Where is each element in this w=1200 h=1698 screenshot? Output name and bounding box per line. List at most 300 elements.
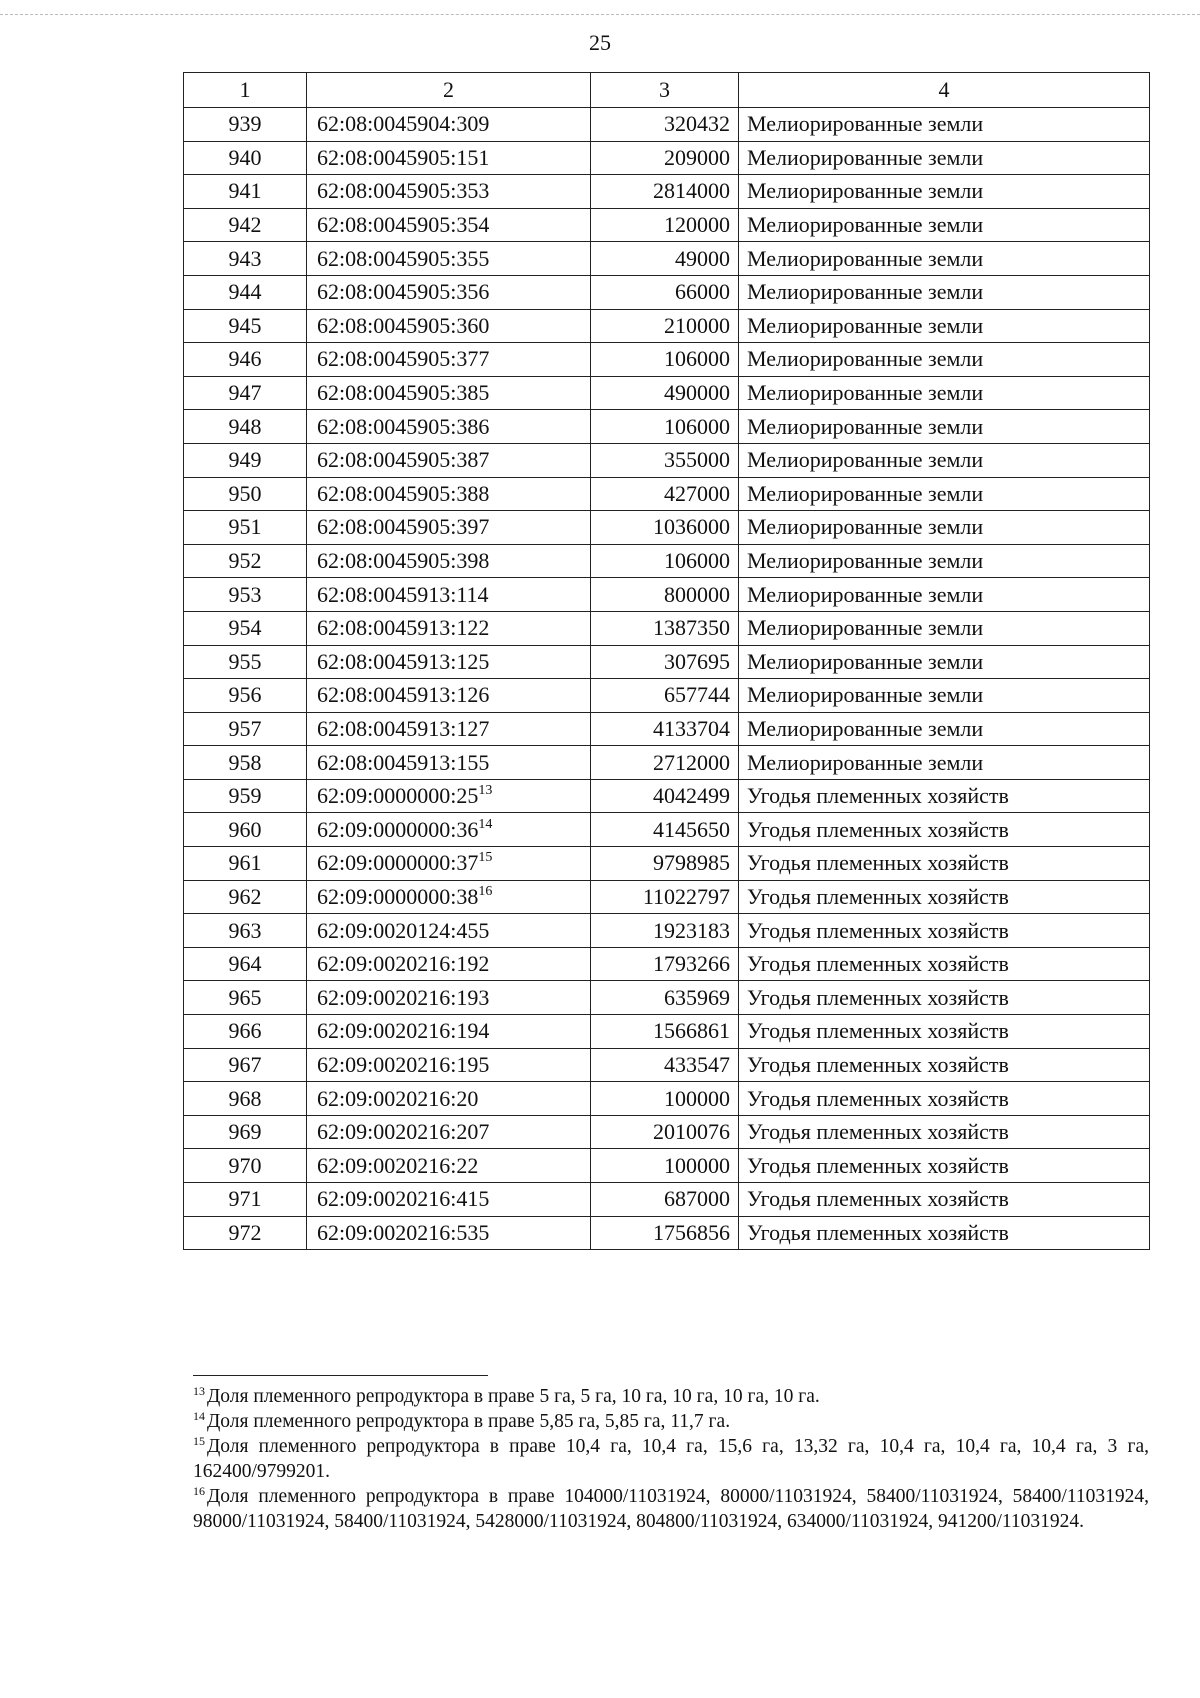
row-number-cell <box>184 914 307 948</box>
table-row <box>184 813 1150 847</box>
cadastral-number-cell-text: 62:08:0045905:360 <box>317 312 490 338</box>
row-number-cell <box>184 376 307 410</box>
land-category-cell-text: Мелиорированные земли <box>747 648 984 674</box>
area-cell-text: 433547 <box>664 1051 730 1077</box>
land-category-cell <box>739 880 1150 914</box>
row-number-cell-text: 967 <box>228 1051 262 1077</box>
table-row <box>184 1048 1150 1082</box>
land-category-cell <box>739 1149 1150 1183</box>
area-cell-text: 1566861 <box>653 1018 730 1044</box>
land-category-cell <box>739 343 1150 377</box>
cadastral-number-cell-text: 62:09:0020216:535 <box>317 1219 490 1245</box>
row-number-cell <box>184 779 307 813</box>
table-row <box>184 779 1150 813</box>
row-number-cell <box>184 1115 307 1149</box>
area-cell <box>591 1048 739 1082</box>
row-number-cell <box>184 746 307 780</box>
cadastral-number-cell <box>307 443 591 477</box>
footnote-text: Доля племенного репродуктора в праве 5,85 га, 5,85 га, 11,7 га. <box>207 1411 731 1432</box>
land-category-cell-text: Угодья племенных хозяйств <box>747 783 1009 809</box>
row-number-cell <box>184 175 307 209</box>
page-number: 25 <box>589 30 611 55</box>
row-number-cell <box>184 1149 307 1183</box>
area-cell <box>591 141 739 175</box>
row-number-cell-text: 948 <box>228 413 262 439</box>
column-header-1: 1 <box>184 73 307 108</box>
area-cell <box>591 947 739 981</box>
land-category-cell <box>739 645 1150 679</box>
area-cell-text: 320432 <box>664 111 730 137</box>
cadastral-number-cell-text: 62:09:0020216:20 <box>317 1085 479 1111</box>
row-number-cell-text: 949 <box>228 447 262 473</box>
cadastral-number-cell-text: 62:08:0045905:398 <box>317 548 490 574</box>
row-number-cell-text: 958 <box>228 749 262 775</box>
cadastral-number-cell <box>307 1149 591 1183</box>
table-row <box>184 1183 1150 1217</box>
land-category-cell <box>739 1048 1150 1082</box>
table-row <box>184 645 1150 679</box>
cadastral-number-cell-text: 62:09:0000000:25 <box>317 783 479 809</box>
row-number-cell <box>184 242 307 276</box>
row-number-cell-text: 944 <box>228 279 262 305</box>
cadastral-number-cell <box>307 1015 591 1049</box>
area-cell <box>591 914 739 948</box>
area-cell <box>591 410 739 444</box>
table-row <box>184 141 1150 175</box>
land-category-cell-text: Мелиорированные земли <box>747 380 984 406</box>
table-row <box>184 376 1150 410</box>
table-row <box>184 746 1150 780</box>
row-number-cell <box>184 1082 307 1116</box>
row-number-cell-text: 960 <box>228 816 262 842</box>
row-number-cell-text: 951 <box>228 514 262 540</box>
land-category-cell <box>739 779 1150 813</box>
row-number-cell <box>184 443 307 477</box>
land-category-cell-text: Мелиорированные земли <box>747 279 984 305</box>
area-cell-text: 307695 <box>664 648 730 674</box>
cadastral-number-cell <box>307 242 591 276</box>
area-cell <box>591 880 739 914</box>
area-cell <box>591 242 739 276</box>
land-category-cell-text: Мелиорированные земли <box>747 111 984 137</box>
cadastral-number-cell <box>307 1216 591 1250</box>
land-category-cell <box>739 847 1150 881</box>
row-number-cell <box>184 275 307 309</box>
table-row <box>184 880 1150 914</box>
area-cell-text: 2814000 <box>653 178 730 204</box>
row-number-cell-text: 955 <box>228 648 262 674</box>
column-header-4: 4 <box>739 73 1150 108</box>
row-number-cell <box>184 544 307 578</box>
table-row <box>184 1149 1150 1183</box>
cadastral-number-cell <box>307 275 591 309</box>
area-cell-text: 427000 <box>664 480 730 506</box>
land-category-cell-text: Мелиорированные земли <box>747 212 984 238</box>
area-cell-text: 635969 <box>664 984 730 1010</box>
land-category-cell <box>739 208 1150 242</box>
footnote-item <box>193 1434 1149 1484</box>
table-row <box>184 544 1150 578</box>
footnote-text: Доля племенного репродуктора в праве 104000/11031924, 80000/11031924, 58400/11031924, 58400/11031924, 98000/11031924, 58400/11031924, 5428000/11031924, 804800/11031924, 634000/11031924, 941200/11031924. <box>193 1486 1149 1532</box>
cadastral-number-cell <box>307 376 591 410</box>
row-number-cell <box>184 410 307 444</box>
area-cell <box>591 779 739 813</box>
table-row <box>184 443 1150 477</box>
cadastral-number-cell-text: 62:08:0045905:151 <box>317 144 490 170</box>
row-number-cell <box>184 847 307 881</box>
footnote-reference: 15 <box>478 850 493 866</box>
land-category-cell-text: Угодья племенных хозяйств <box>747 816 1009 842</box>
area-cell-text: 4133704 <box>653 715 730 741</box>
footnote-text: Доля племенного репродуктора в праве 10,4 га, 10,4 га, 15,6 га, 13,32 га, 10,4 га, 10,4 га, 10,4 га, 3 га, 162400/9799201. <box>193 1436 1149 1482</box>
cadastral-number-cell <box>307 477 591 511</box>
land-category-cell-text: Мелиорированные земли <box>747 514 984 540</box>
land-category-cell-text: Мелиорированные земли <box>747 346 984 372</box>
land-category-cell-text: Угодья племенных хозяйств <box>747 917 1009 943</box>
row-number-cell <box>184 813 307 847</box>
land-category-cell <box>739 108 1150 142</box>
area-cell-text: 355000 <box>664 447 730 473</box>
cadastral-number-cell-text: 62:08:0045904:309 <box>317 111 490 137</box>
footnote-reference: 16 <box>478 883 493 899</box>
land-category-cell <box>739 1216 1150 1250</box>
land-category-cell-text: Угодья племенных хозяйств <box>747 1152 1009 1178</box>
cadastral-number-cell-text: 62:09:0000000:36 <box>317 816 479 842</box>
row-number-cell-text: 971 <box>228 1186 262 1212</box>
land-category-cell-text: Мелиорированные земли <box>747 749 984 775</box>
footnotes <box>193 1384 1149 1534</box>
row-number-cell <box>184 1048 307 1082</box>
table-row <box>184 309 1150 343</box>
row-number-cell-text: 953 <box>228 581 262 607</box>
land-category-cell-text: Мелиорированные земли <box>747 312 984 338</box>
area-cell <box>591 343 739 377</box>
area-cell-text: 120000 <box>664 212 730 238</box>
cadastral-number-cell <box>307 343 591 377</box>
row-number-cell <box>184 208 307 242</box>
land-category-cell-text: Мелиорированные земли <box>747 480 984 506</box>
area-cell <box>591 511 739 545</box>
area-cell <box>591 679 739 713</box>
land-category-cell <box>739 611 1150 645</box>
land-category-cell <box>739 544 1150 578</box>
land-category-cell-text: Угодья племенных хозяйств <box>747 850 1009 876</box>
cadastral-number-cell <box>307 813 591 847</box>
cadastral-number-cell <box>307 679 591 713</box>
area-cell-text: 100000 <box>664 1085 730 1111</box>
land-category-cell-text: Угодья племенных хозяйств <box>747 1051 1009 1077</box>
cadastral-number-cell-text: 62:08:0045905:386 <box>317 413 490 439</box>
table-row <box>184 108 1150 142</box>
area-cell <box>591 981 739 1015</box>
area-cell <box>591 1115 739 1149</box>
row-number-cell-text: 956 <box>228 682 262 708</box>
area-cell <box>591 746 739 780</box>
area-cell <box>591 108 739 142</box>
table-row <box>184 1216 1150 1250</box>
row-number-cell <box>184 712 307 746</box>
row-number-cell-text: 945 <box>228 312 262 338</box>
footnote-item <box>193 1384 1149 1409</box>
area-cell <box>591 309 739 343</box>
land-category-cell <box>739 1082 1150 1116</box>
row-number-cell <box>184 880 307 914</box>
area-cell <box>591 175 739 209</box>
area-cell <box>591 544 739 578</box>
cadastral-number-cell-text: 62:09:0000000:38 <box>317 883 479 909</box>
land-category-cell <box>739 410 1150 444</box>
row-number-cell <box>184 108 307 142</box>
land-category-cell-text: Угодья племенных хозяйств <box>747 883 1009 909</box>
cadastral-number-cell-text: 62:08:0045913:114 <box>317 581 489 607</box>
table-row <box>184 275 1150 309</box>
area-cell-text: 11022797 <box>642 883 730 909</box>
row-number-cell <box>184 141 307 175</box>
cadastral-number-cell-text: 62:09:0020124:455 <box>317 917 490 943</box>
table-row <box>184 679 1150 713</box>
row-number-cell-text: 950 <box>228 480 262 506</box>
area-cell <box>591 1082 739 1116</box>
land-category-cell <box>739 511 1150 545</box>
area-cell <box>591 1015 739 1049</box>
land-category-cell-text: Угодья племенных хозяйств <box>747 1186 1009 1212</box>
row-number-cell-text: 952 <box>228 548 262 574</box>
table-row <box>184 410 1150 444</box>
land-plots-table-container <box>183 72 1149 1250</box>
area-cell-text: 106000 <box>664 413 730 439</box>
area-cell-text: 1756856 <box>653 1219 730 1245</box>
land-category-cell <box>739 1183 1150 1217</box>
cadastral-number-cell-text: 62:08:0045913:127 <box>317 715 490 741</box>
land-category-cell <box>739 813 1150 847</box>
footnote-mark: 16 <box>193 1484 205 1498</box>
area-cell <box>591 477 739 511</box>
row-number-cell-text: 940 <box>228 144 262 170</box>
table-row <box>184 847 1150 881</box>
footnote-mark: 14 <box>193 1409 205 1423</box>
land-category-cell <box>739 981 1150 1015</box>
land-category-cell-text: Мелиорированные земли <box>747 615 984 641</box>
cadastral-number-cell <box>307 511 591 545</box>
cadastral-number-cell <box>307 779 591 813</box>
land-category-cell-text: Мелиорированные земли <box>747 144 984 170</box>
cadastral-number-cell-text: 62:08:0045905:353 <box>317 178 490 204</box>
area-cell-text: 4042499 <box>653 783 730 809</box>
land-category-cell <box>739 712 1150 746</box>
land-category-cell-text: Мелиорированные земли <box>747 548 984 574</box>
cadastral-number-cell <box>307 544 591 578</box>
cadastral-number-cell <box>307 1048 591 1082</box>
row-number-cell-text: 963 <box>228 917 262 943</box>
cadastral-number-cell <box>307 981 591 1015</box>
row-number-cell <box>184 611 307 645</box>
row-number-cell <box>184 645 307 679</box>
land-category-cell <box>739 477 1150 511</box>
land-category-cell <box>739 746 1150 780</box>
row-number-cell-text: 961 <box>228 850 262 876</box>
row-number-cell-text: 964 <box>228 951 262 977</box>
row-number-cell <box>184 679 307 713</box>
row-number-cell-text: 965 <box>228 984 262 1010</box>
area-cell-text: 106000 <box>664 548 730 574</box>
footnote-item <box>193 1409 1149 1434</box>
land-category-cell <box>739 1015 1150 1049</box>
table-row <box>184 578 1150 612</box>
cadastral-number-cell <box>307 1183 591 1217</box>
table-row <box>184 947 1150 981</box>
area-cell-text: 4145650 <box>653 816 730 842</box>
row-number-cell-text: 954 <box>228 615 262 641</box>
area-cell <box>591 813 739 847</box>
area-cell-text: 1923183 <box>653 917 730 943</box>
table-row <box>184 1015 1150 1049</box>
land-category-cell-text: Угодья племенных хозяйств <box>747 1119 1009 1145</box>
table-row <box>184 1115 1150 1149</box>
area-cell <box>591 1216 739 1250</box>
land-category-cell <box>739 443 1150 477</box>
row-number-cell <box>184 343 307 377</box>
land-category-cell <box>739 679 1150 713</box>
cadastral-number-cell-text: 62:08:0045913:125 <box>317 648 490 674</box>
area-cell <box>591 443 739 477</box>
land-category-cell <box>739 376 1150 410</box>
footnote-reference: 14 <box>478 816 493 832</box>
cadastral-number-cell <box>307 712 591 746</box>
cadastral-number-cell <box>307 947 591 981</box>
cadastral-number-cell <box>307 1115 591 1149</box>
cadastral-number-cell-text: 62:09:0020216:192 <box>317 951 490 977</box>
cadastral-number-cell <box>307 645 591 679</box>
row-number-cell-text: 941 <box>228 178 262 204</box>
table-row <box>184 175 1150 209</box>
table-body <box>184 108 1150 1250</box>
land-category-cell <box>739 578 1150 612</box>
cadastral-number-cell <box>307 410 591 444</box>
area-cell <box>591 1149 739 1183</box>
area-cell-text: 657744 <box>664 682 730 708</box>
cadastral-number-cell-text: 62:09:0020216:195 <box>317 1051 490 1077</box>
cadastral-number-cell-text: 62:09:0020216:22 <box>317 1152 479 1178</box>
area-cell <box>591 578 739 612</box>
row-number-cell <box>184 511 307 545</box>
footnote-mark: 15 <box>193 1434 205 1448</box>
cadastral-number-cell <box>307 847 591 881</box>
land-category-cell-text: Мелиорированные земли <box>747 447 984 473</box>
area-cell-text: 687000 <box>664 1186 730 1212</box>
cadastral-number-cell <box>307 578 591 612</box>
land-category-cell <box>739 1115 1150 1149</box>
area-cell <box>591 847 739 881</box>
land-plots-table <box>183 72 1150 1250</box>
table-row <box>184 343 1150 377</box>
row-number-cell-text: 957 <box>228 715 262 741</box>
table-row <box>184 242 1150 276</box>
footnote-mark: 13 <box>193 1384 205 1398</box>
cadastral-number-cell-text: 62:08:0045905:387 <box>317 447 490 473</box>
cadastral-number-cell-text: 62:09:0020216:193 <box>317 984 490 1010</box>
cadastral-number-cell-text: 62:09:0020216:194 <box>317 1018 490 1044</box>
cadastral-number-cell-text: 62:08:0045913:122 <box>317 615 490 641</box>
land-category-cell-text: Угодья племенных хозяйств <box>747 1018 1009 1044</box>
cadastral-number-cell-text: 62:08:0045913:126 <box>317 682 490 708</box>
land-category-cell-text: Мелиорированные земли <box>747 413 984 439</box>
header-row <box>184 73 1150 108</box>
cadastral-number-cell <box>307 914 591 948</box>
row-number-cell <box>184 947 307 981</box>
cadastral-number-cell-text: 62:08:0045905:377 <box>317 346 490 372</box>
table-row <box>184 981 1150 1015</box>
row-number-cell-text: 969 <box>228 1119 262 1145</box>
cadastral-number-cell <box>307 208 591 242</box>
land-category-cell-text: Мелиорированные земли <box>747 581 984 607</box>
cadastral-number-cell <box>307 309 591 343</box>
area-cell <box>591 376 739 410</box>
land-category-cell-text: Мелиорированные земли <box>747 682 984 708</box>
row-number-cell-text: 970 <box>228 1152 262 1178</box>
scan-edge-artifact <box>0 14 1200 15</box>
row-number-cell-text: 942 <box>228 212 262 238</box>
row-number-cell <box>184 1015 307 1049</box>
area-cell <box>591 712 739 746</box>
table-row <box>184 611 1150 645</box>
table-row <box>184 511 1150 545</box>
land-category-cell <box>739 947 1150 981</box>
area-cell-text: 210000 <box>664 312 730 338</box>
cadastral-number-cell-text: 62:09:0020216:207 <box>317 1119 490 1145</box>
cadastral-number-cell-text: 62:08:0045905:385 <box>317 380 490 406</box>
cadastral-number-cell <box>307 611 591 645</box>
cadastral-number-cell <box>307 880 591 914</box>
row-number-cell-text: 972 <box>228 1219 262 1245</box>
area-cell <box>591 645 739 679</box>
cadastral-number-cell-text: 62:08:0045913:155 <box>317 749 490 775</box>
land-category-cell-text: Мелиорированные земли <box>747 245 984 271</box>
area-cell-text: 1793266 <box>653 951 730 977</box>
cadastral-number-cell-text: 62:08:0045905:354 <box>317 212 490 238</box>
row-number-cell-text: 947 <box>228 380 262 406</box>
land-category-cell <box>739 275 1150 309</box>
land-category-cell <box>739 141 1150 175</box>
table-row <box>184 1082 1150 1116</box>
cadastral-number-cell-text: 62:08:0045905:356 <box>317 279 490 305</box>
area-cell-text: 49000 <box>675 245 730 271</box>
cadastral-number-cell-text: 62:08:0045905:355 <box>317 245 490 271</box>
table-row <box>184 477 1150 511</box>
area-cell-text: 2712000 <box>653 749 730 775</box>
footnote-reference: 13 <box>478 783 493 799</box>
area-cell-text: 490000 <box>664 380 730 406</box>
column-header-3: 3 <box>591 73 739 108</box>
footnote-text: Доля племенного репродуктора в праве 5 га, 5 га, 10 га, 10 га, 10 га, 10 га. <box>207 1386 820 1407</box>
land-category-cell-text: Мелиорированные земли <box>747 715 984 741</box>
land-category-cell-text: Угодья племенных хозяйств <box>747 1085 1009 1111</box>
cadastral-number-cell <box>307 1082 591 1116</box>
area-cell-text: 2010076 <box>653 1119 730 1145</box>
area-cell <box>591 208 739 242</box>
cadastral-number-cell <box>307 141 591 175</box>
row-number-cell <box>184 1183 307 1217</box>
area-cell-text: 9798985 <box>653 850 730 876</box>
cadastral-number-cell-text: 62:09:0020216:415 <box>317 1186 490 1212</box>
row-number-cell <box>184 1216 307 1250</box>
row-number-cell <box>184 981 307 1015</box>
land-category-cell-text: Угодья племенных хозяйств <box>747 1219 1009 1245</box>
land-category-cell-text: Угодья племенных хозяйств <box>747 951 1009 977</box>
area-cell <box>591 1183 739 1217</box>
land-category-cell <box>739 175 1150 209</box>
row-number-cell-text: 962 <box>228 883 262 909</box>
area-cell <box>591 611 739 645</box>
